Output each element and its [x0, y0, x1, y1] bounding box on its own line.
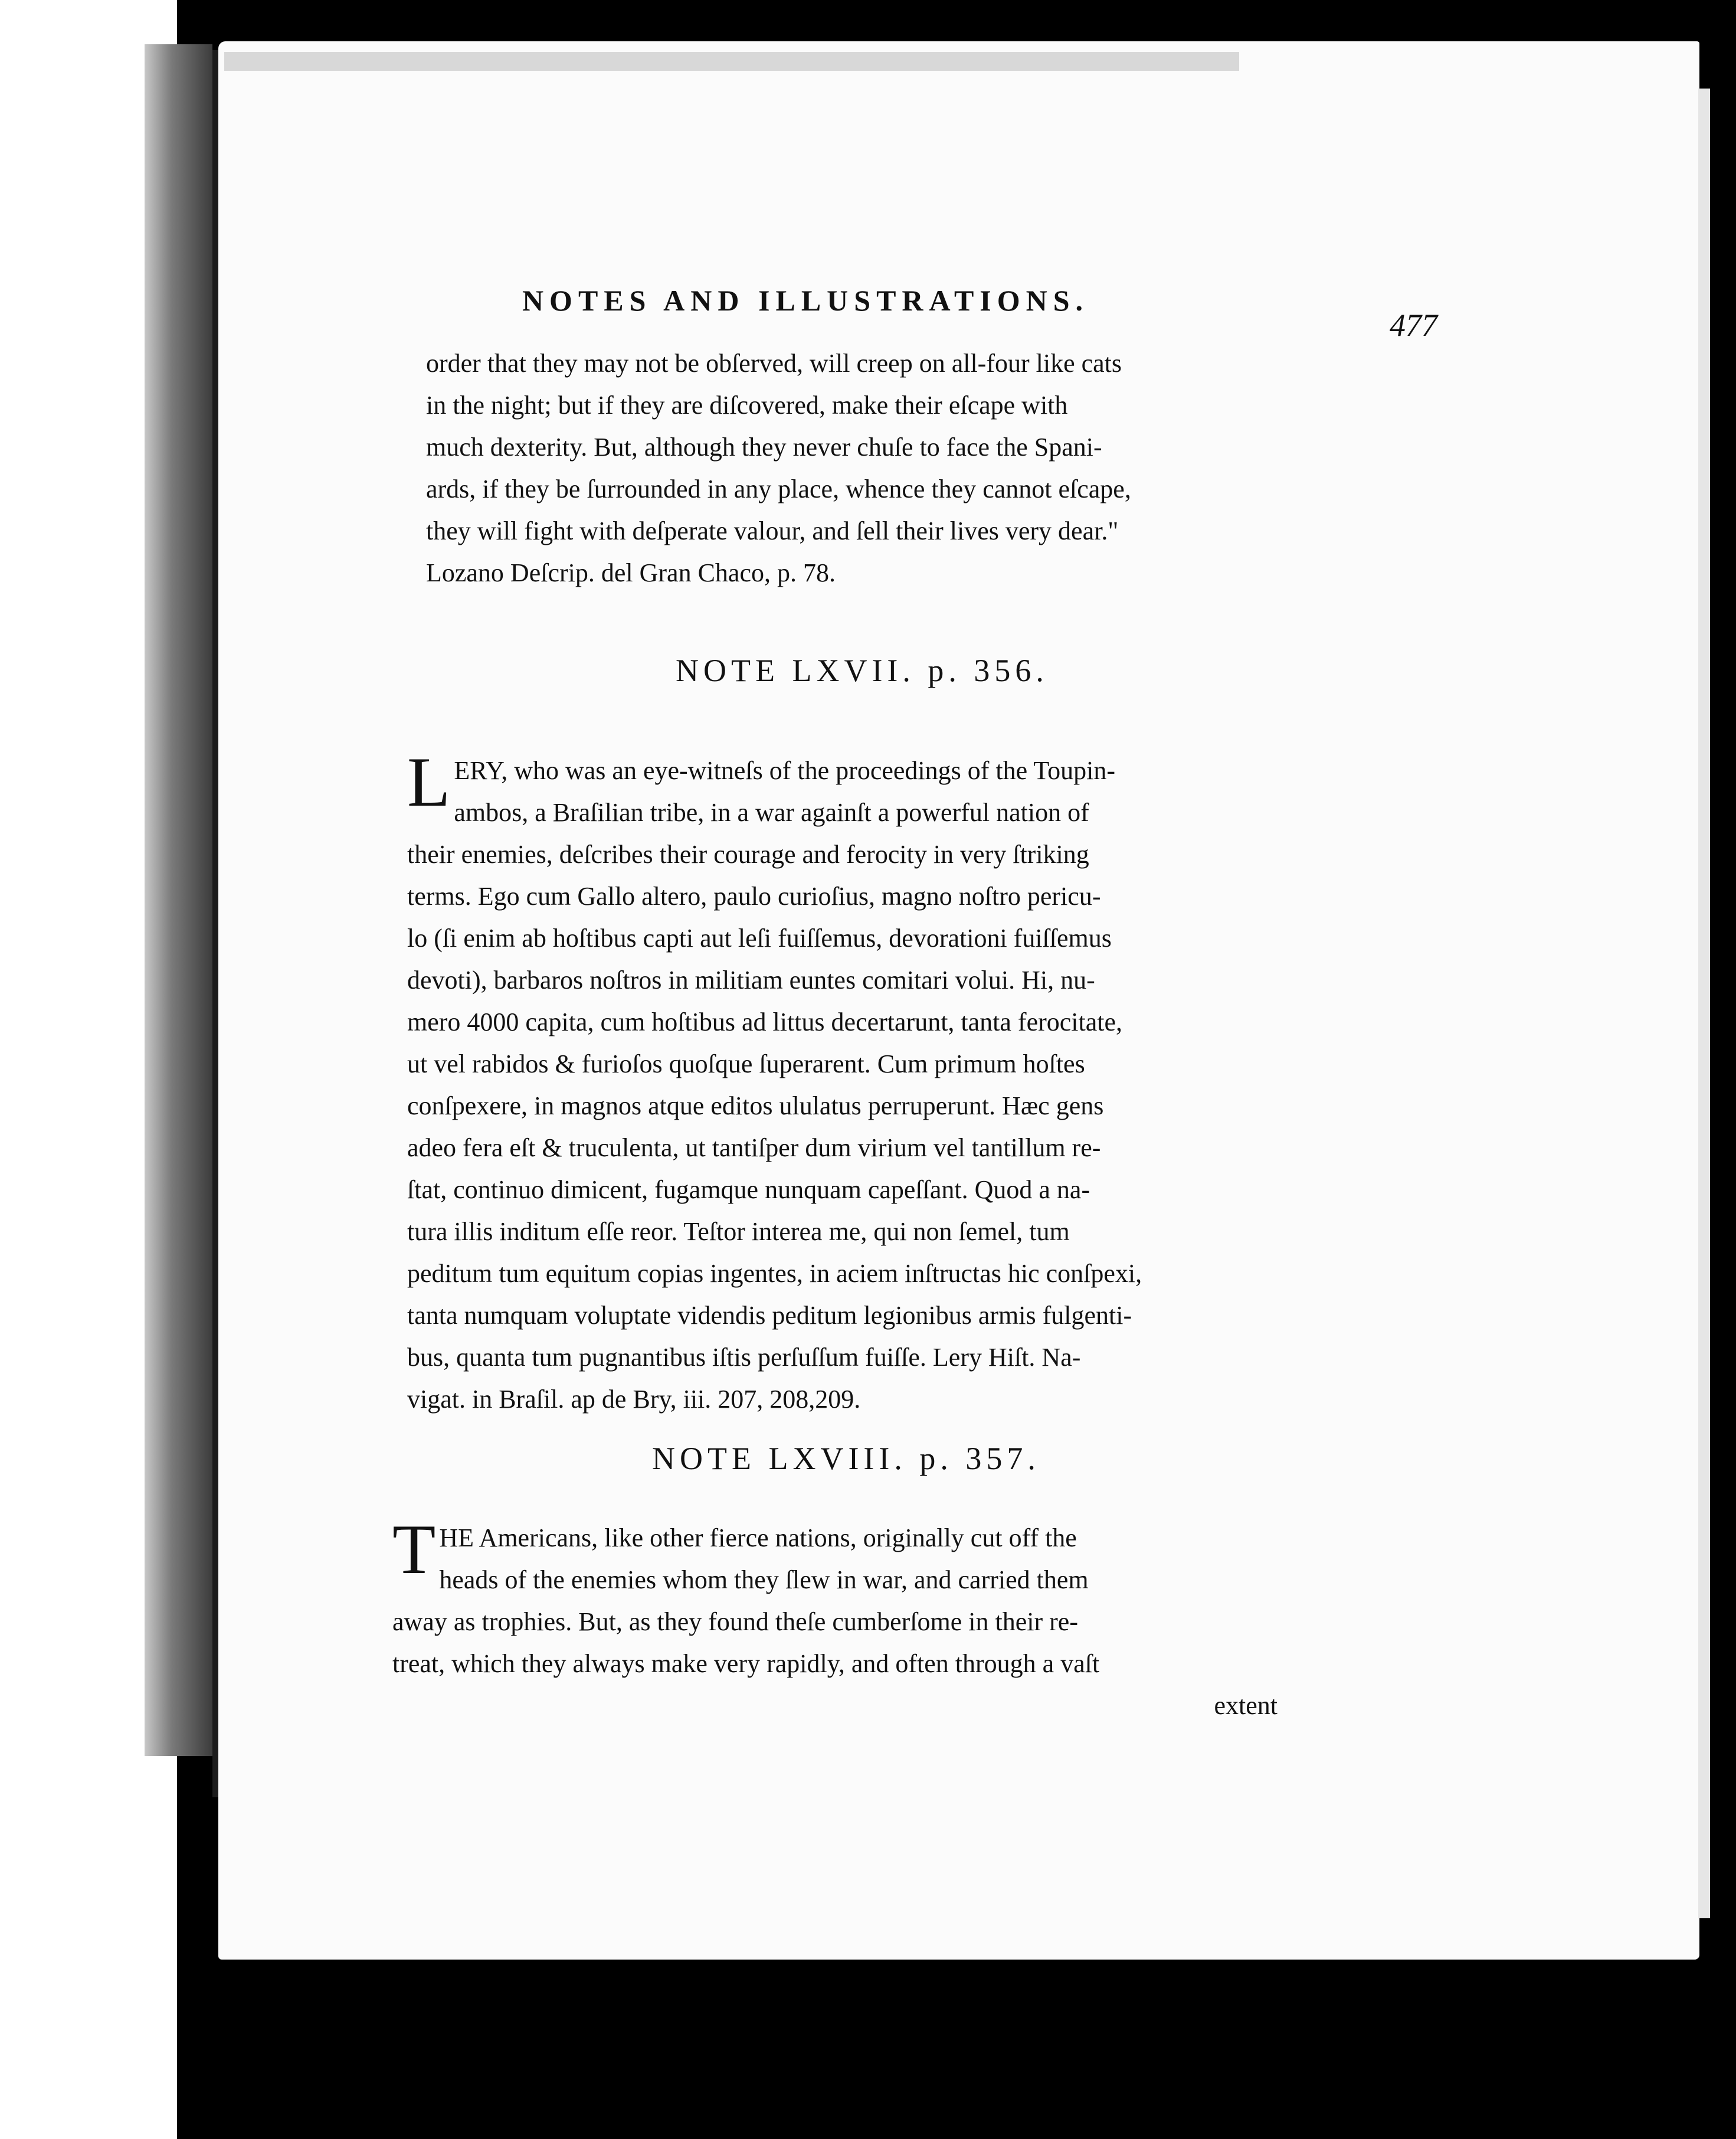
book-gutter-shadow: [145, 44, 212, 1756]
text-line: bus, quanta tum pugnantibus iſtis perſuſſum fuiſſe. Lery Hiſt. Na-: [407, 1343, 1081, 1372]
text-line: treat, which they always make very rapidly, and often through a vaſt: [392, 1649, 1100, 1678]
text-line: devoti), barbaros noſtros in militiam euntes comitari volui. Hi, nu-: [407, 966, 1095, 995]
text-line: their enemies, deſcribes their courage and ferocity in very ſtriking: [407, 840, 1089, 869]
text-line: terms. Ego cum Gallo altero, paulo curioſius, magno noſtro pericu-: [407, 882, 1101, 911]
text-line: order that they may not be obſerved, will creep on all-four like cats: [426, 349, 1122, 378]
text-line: heads of the enemies whom they ſlew in war, and carried them: [439, 1565, 1089, 1594]
text-line: ambos, a Braſilian tribe, in a war againſt a powerful nation of: [454, 798, 1089, 827]
note-68-heading: NOTE LXVIII. p. 357.: [652, 1441, 1040, 1476]
text-line: lo (ſi enim ab hoſtibus capti aut leſi fuiſſemus, devorationi fuiſſemus: [407, 924, 1112, 953]
note-67-body: [407, 743, 1298, 1420]
note-68-body: [392, 1510, 1278, 1726]
text-line: ards, if they be ſurrounded in any place, whence they cannot eſcape,: [426, 475, 1131, 503]
text-line: ſtat, continuo dimicent, fugamque nunquam capeſſant. Quod a na-: [407, 1175, 1090, 1204]
text-line: ERY, who was an eye-witneſs of the proceedings of the Toupin-: [454, 756, 1116, 785]
page-right-edge: [1698, 89, 1710, 1918]
page-top-strip: [224, 52, 1239, 71]
text-line: ut vel rabidos & furioſos quoſque ſuperarent. Cum primum hoſtes: [407, 1049, 1085, 1078]
text-line: tanta numquam voluptate videndis peditum legionibus armis fulgenti-: [407, 1301, 1132, 1330]
running-head: NOTES AND ILLUSTRATIONS.: [522, 284, 1089, 317]
page-number: 477: [1390, 308, 1437, 343]
text-line: tura illis inditum eſſe reor. Teſtor interea me, qui non ſemel, tum: [407, 1217, 1070, 1246]
text-line: conſpexere, in magnos atque editos ululatus perruperunt. Hæc gens: [407, 1091, 1104, 1120]
note-67-heading: NOTE LXVII. p. 356.: [676, 653, 1049, 688]
catchword: extent: [1214, 1691, 1278, 1720]
opening-paragraph: [426, 342, 1299, 594]
text-line: adeo fera eſt & truculenta, ut tantiſper dum virium vel tantillum re-: [407, 1133, 1101, 1162]
drop-cap: T: [392, 1510, 436, 1588]
drop-cap: L: [407, 743, 451, 821]
citation-line: Lozano Deſcrip. del Gran Chaco, p. 78.: [426, 558, 836, 587]
citation-line: vigat. in Braſil. ap de Bry, iii. 207, 208,209.: [407, 1385, 861, 1414]
text-line: mero 4000 capita, cum hoſtibus ad littus decertarunt, tanta ferocitate,: [407, 1008, 1123, 1036]
text-line: peditum tum equitum copias ingentes, in aciem inſtructas hic conſpexi,: [407, 1259, 1142, 1288]
text-line: much dexterity. But, although they never chuſe to face the Spani-: [426, 433, 1102, 462]
text-line: away as trophies. But, as they found theſe cumberſome in their re-: [392, 1607, 1078, 1636]
text-line: they will fight with deſperate valour, and ſell their lives very dear.": [426, 516, 1119, 545]
text-line: HE Americans, like other fierce nations, originally cut off the: [439, 1523, 1077, 1552]
text-line: in the night; but if they are diſcovered, make their eſcape with: [426, 391, 1068, 420]
